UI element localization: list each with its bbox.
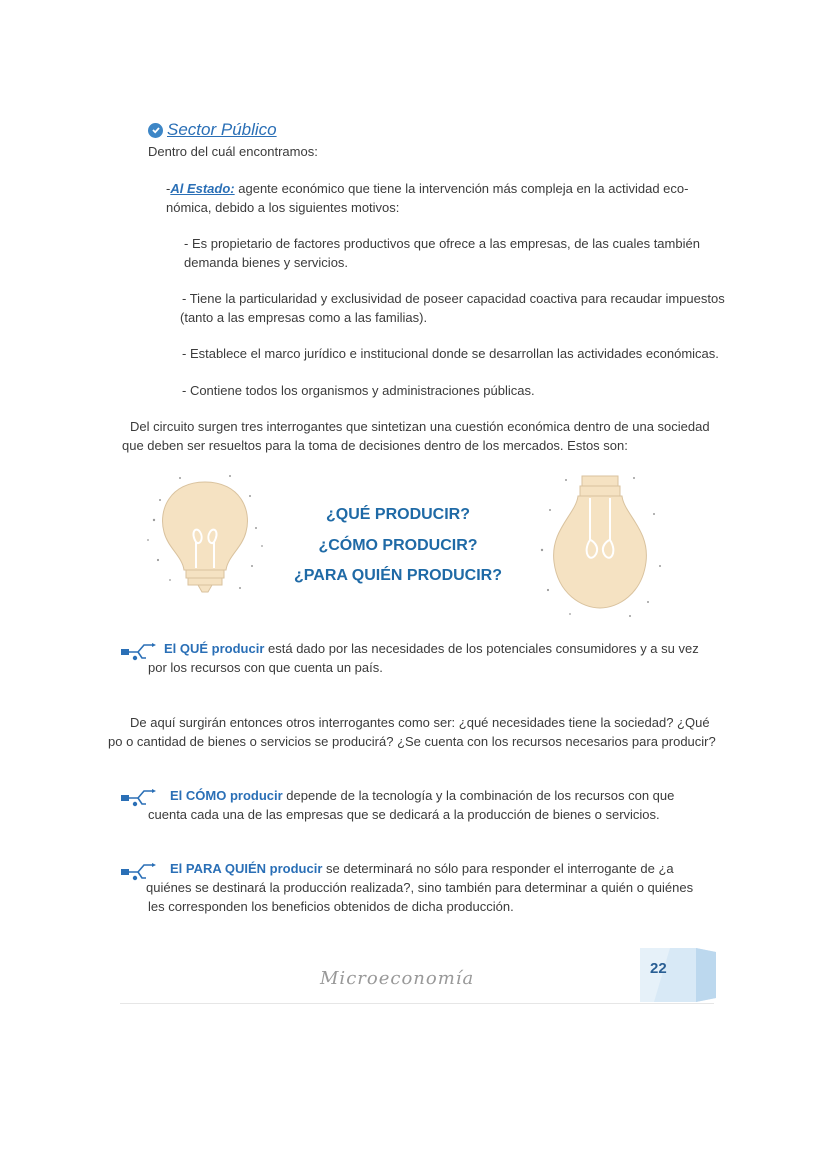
question-que: ¿QUÉ PRODUCIR?	[326, 506, 470, 523]
bullet-2-line1: - Tiene la particularidad y exclusividad de poseer capacidad coactiva para recaudar impuestos	[182, 291, 725, 306]
estado-line1: -Al Estado: agente económico que tiene la intervención más compleja en la actividad eco-	[166, 181, 689, 196]
paraquien-key: El PARA QUIÉN producir	[170, 861, 323, 876]
bullet-1-line1: - Es propietario de factores productivos que ofrece a las empresas, de las cuales también	[184, 236, 700, 251]
paraquien-line2: quiénes se destinará la producción realizada?, sino también para determinar a quién o quiénes	[146, 880, 694, 895]
como-line1: El CÓMO producir depende de la tecnología y la combinación de los recursos con que	[170, 788, 675, 803]
circuit-line1: Del circuito surgen tres interrogantes que sintetizan una cuestión económica dentro de una sociedad	[130, 419, 710, 434]
circuit-line2: que deben ser resueltos para la toma de decisiones dentro de los mercados. Estos son:	[122, 438, 628, 453]
derived-line2: po o cantidad de bienes o servicios se producirá? ¿Se cuenta con los recursos necesarios para producir?	[108, 734, 716, 749]
bullet-3-line1: - Establece el marco jurídico e institucional donde se desarrollan las actividades económicas.	[182, 346, 719, 361]
que-line2: por los recursos con que cuenta un país.	[148, 660, 383, 675]
estado-key: Al Estado:	[170, 181, 235, 196]
bullet-4-line1: - Contiene todos los organismos y administraciones públicas.	[182, 383, 535, 398]
paraquien-line3: les corresponden los beneficios obtenidos de dicha producción.	[148, 899, 514, 914]
bullet-2-line2: (tanto a las empresas como a las familias).	[180, 310, 428, 325]
check-circle-icon	[148, 123, 163, 138]
que-line1: El QUÉ producir está dado por las necesidades de los potenciales consumidores y a su vez	[164, 641, 699, 656]
footer-divider	[120, 1003, 714, 1004]
section-title-label: Sector Público	[167, 120, 277, 139]
footer-title: Microeconomía	[320, 968, 475, 989]
como-line2: cuenta cada una de las empresas que se dedicará a la producción de bienes o servicios.	[148, 807, 660, 822]
section-title	[148, 120, 277, 140]
lightbulb-left-illustration	[140, 470, 270, 600]
estado-line2: nómica, debido a los siguientes motivos:	[166, 200, 400, 215]
section-intro: Dentro del cuál encontramos:	[148, 144, 318, 159]
paraquien-line1: El PARA QUIÉN producir se determinará no sólo para responder el interrogante de ¿a	[170, 861, 674, 876]
question-como: ¿CÓMO PRODUCIR?	[318, 537, 478, 554]
como-key: El CÓMO producir	[170, 788, 283, 803]
page-number: 22	[650, 960, 667, 977]
derived-line1: De aquí surgirán entonces otros interrogantes como ser: ¿qué necesidades tiene la sociedad? ¿Qué	[130, 715, 710, 730]
question-para-quien: ¿PARA QUIÉN PRODUCIR?	[294, 567, 502, 584]
que-key: El QUÉ producir	[164, 641, 265, 656]
lightbulb-right-illustration	[530, 470, 670, 620]
bullet-1-line2: demanda bienes y servicios.	[184, 255, 349, 270]
